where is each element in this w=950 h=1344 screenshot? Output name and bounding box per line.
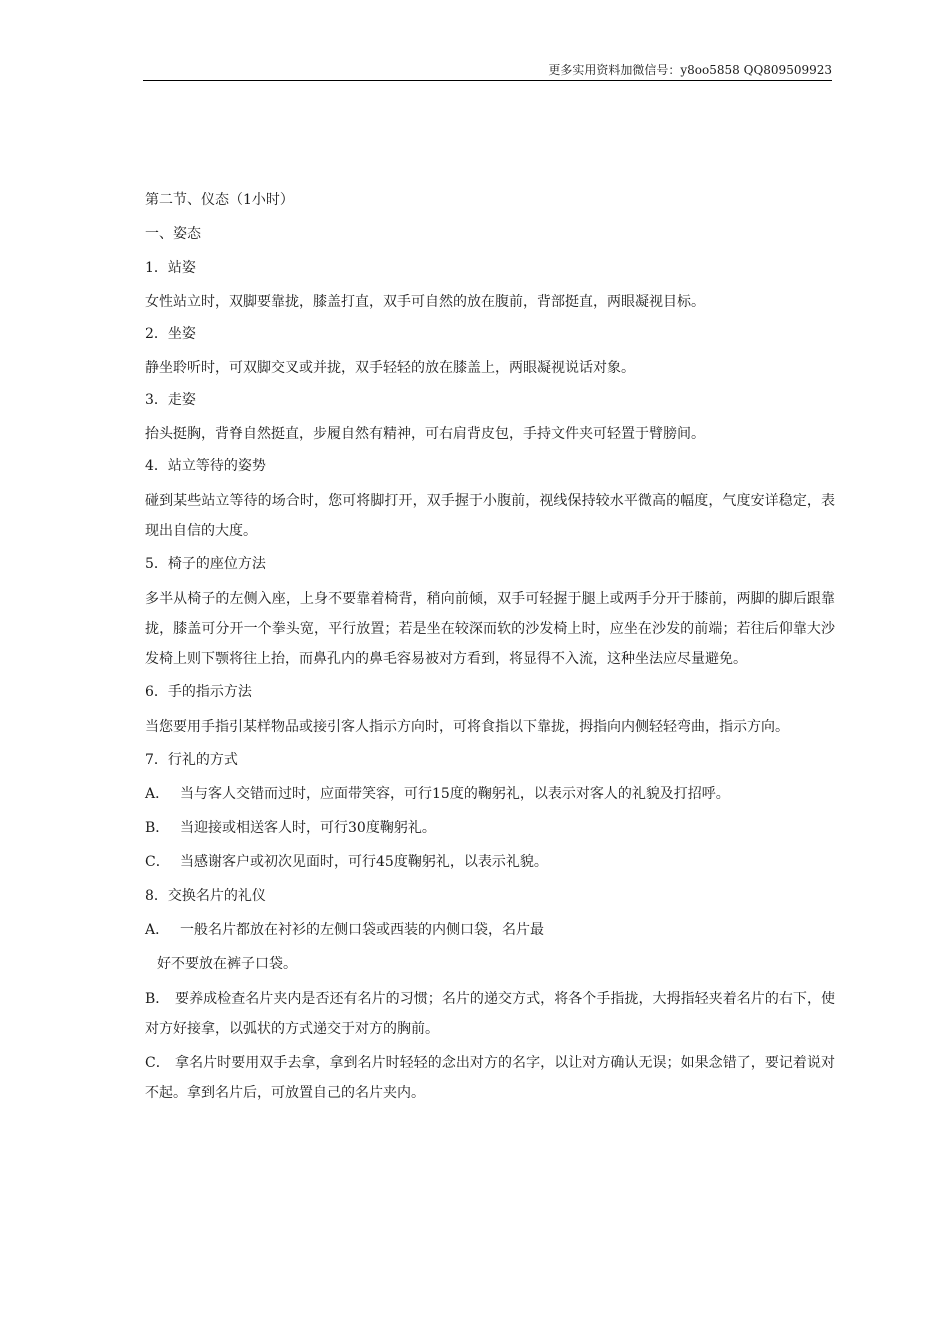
card-entry-b [145, 984, 835, 1044]
page-header [143, 62, 832, 81]
card-entry-label: C． [145, 1055, 170, 1071]
item-heading: 6．手的指示方法 [145, 684, 252, 700]
item-text: 女性站立时，双脚要靠拢，膝盖打直，双手可自然的放在腹前，背部挺直，两眼凝视目标。 [145, 294, 705, 310]
card-entry-a-continued: 好不要放在裤子口袋。 [157, 956, 297, 972]
card-entry-c [145, 1048, 835, 1108]
part-title: 一、姿态 [145, 226, 201, 242]
bow-entry-text: 当迎接或相送客人时，可行30度鞠躬礼。 [180, 820, 436, 836]
item-paragraph: 碰到某些站立等待的场合时，您可将脚打开，双手握于小腹前，视线保持较水平微高的幅度，气度安详稳定，表现出自信的大度。 [145, 493, 835, 539]
bow-entry-label: C． [145, 854, 170, 870]
item-heading: 2．坐姿 [145, 326, 196, 342]
item-text: 静坐聆听时，可双脚交叉或并拢，双手轻轻的放在膝盖上，两眼凝视说话对象。 [145, 360, 635, 376]
item-text: 抬头挺胸，背脊自然挺直，步履自然有精神，可右肩背皮包，手持文件夹可轻置于臂膀间。 [145, 426, 705, 442]
bow-entry-b [145, 820, 835, 836]
item-paragraph: 多半从椅子的左侧入座，上身不要靠着椅背，稍向前倾，双手可轻握于腿上或两手分开于膝前，两脚的脚后跟靠拢，膝盖可分开一个拳头宽，平行放置；若是坐在较深而软的沙发椅上时，应坐在沙发的前端；若往后仰靠大沙发椅上则下颚将往上抬，而鼻孔内的鼻毛容易被对方看到，将显得不入流，这种坐法应尽量避免。 [145, 591, 835, 667]
document-body [145, 192, 835, 1118]
card-entry-label: B． [145, 991, 170, 1007]
card-entry-label: A． [145, 922, 170, 938]
bow-heading: 7．行礼的方式 [145, 752, 238, 768]
bow-entry-c [145, 854, 835, 870]
bow-entry-label: B． [145, 820, 170, 836]
bow-entry-label: A． [145, 786, 170, 802]
card-entry-text: 要养成检查名片夹内是否还有名片的习惯；名片的递交方式，将各个手指拢，大拇指轻夹着名片的右下，使对方好接拿，以弧状的方式递交于对方的胸前。 [145, 991, 835, 1037]
section-title: 第二节、仪态（1小时） [145, 192, 294, 208]
item-heading: 4．站立等待的姿势 [145, 458, 266, 474]
card-entry-a [145, 922, 835, 938]
item-heading: 5．椅子的座位方法 [145, 556, 266, 572]
card-heading: 8．交换名片的礼仪 [145, 888, 266, 904]
item-heading: 3．走姿 [145, 392, 196, 408]
card-entry-text: 拿名片时要用双手去拿，拿到名片时轻轻的念出对方的名字，以让对方确认无误；如果念错了，要记着说对不起。拿到名片后，可放置自己的名片夹内。 [145, 1055, 835, 1101]
header-contact-text: 更多实用资料加微信号：y8oo5858 QQ809509923 [548, 63, 832, 77]
bow-entry-text: 当感谢客户或初次见面时，可行45度鞠躬礼，以表示礼貌。 [180, 854, 548, 870]
bow-entry-text: 当与客人交错而过时，应面带笑容，可行15度的鞠躬礼，以表示对客人的礼貌及打招呼。 [180, 786, 730, 802]
card-entry-text: 一般名片都放在衬衫的左侧口袋或西装的内侧口袋，名片最 [180, 922, 544, 938]
bow-entry-a [145, 786, 835, 802]
item-paragraph: 当您要用手指引某样物品或接引客人指示方向时，可将食指以下靠拢，拇指向内侧轻轻弯曲，指示方向。 [145, 719, 789, 735]
item-heading: 1．站姿 [145, 260, 196, 276]
